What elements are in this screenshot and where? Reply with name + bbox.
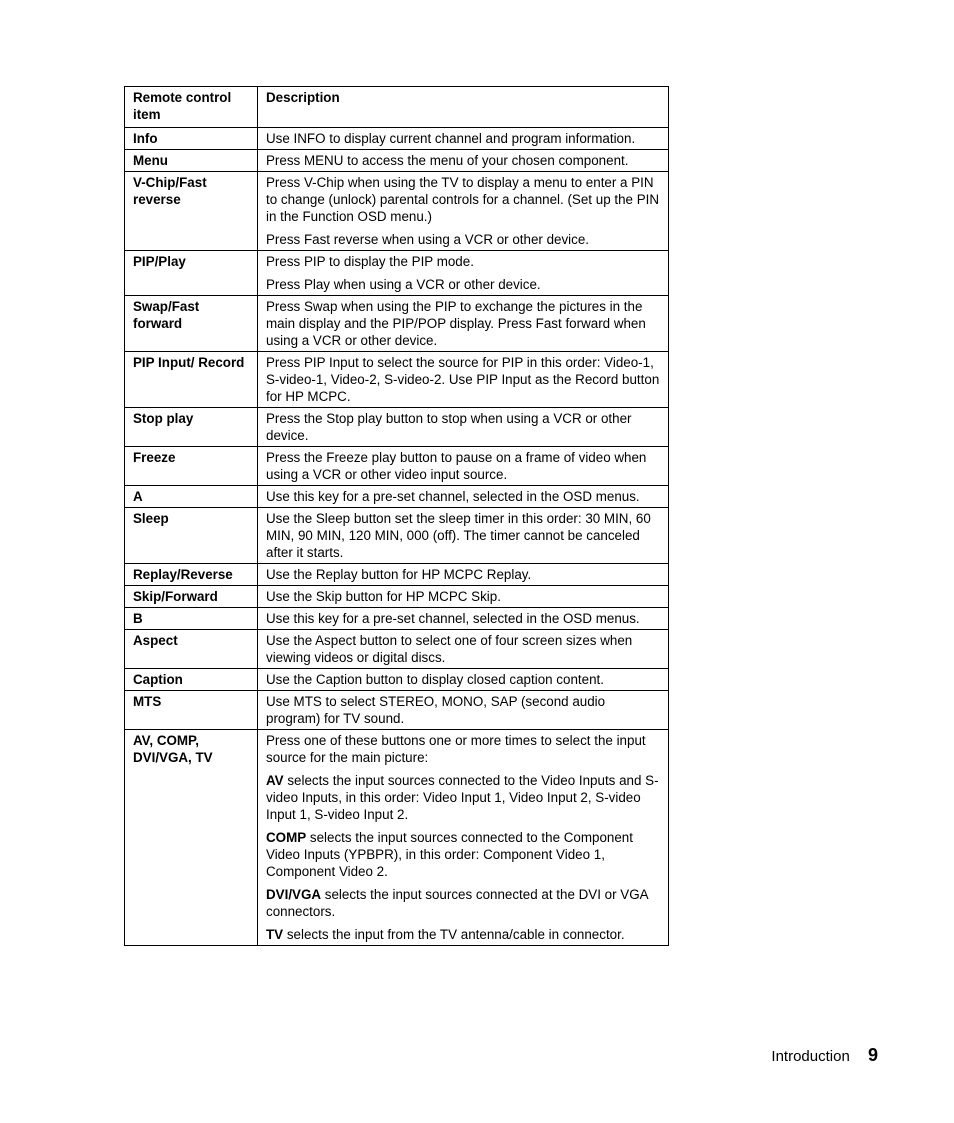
description-paragraph: Press PIP to display the PIP mode. xyxy=(266,254,474,269)
entry-term: TV xyxy=(266,927,284,942)
row-description xyxy=(258,408,669,447)
row-item: PIP/Play xyxy=(125,251,258,296)
description-paragraph: Use MTS to select STEREO, MONO, SAP (second audio program) for TV sound. xyxy=(266,694,606,726)
row-item: Freeze xyxy=(125,447,258,486)
table-row xyxy=(125,352,669,408)
description-entry xyxy=(266,886,660,920)
description-paragraph: Use INFO to display current channel and program information. xyxy=(266,131,636,146)
table-row xyxy=(125,608,669,630)
table-row xyxy=(125,447,669,486)
row-description xyxy=(258,172,669,251)
description-paragraph: Use the Aspect button to select one of four screen sizes when viewing videos or digital discs. xyxy=(266,633,633,665)
row-item: AV, COMP, DVI/VGA, TV xyxy=(125,730,258,946)
description-paragraph: Use this key for a pre-set channel, selected in the OSD menus. xyxy=(266,489,640,504)
table-row xyxy=(125,172,669,251)
description-paragraph: Press MENU to access the menu of your chosen component. xyxy=(266,153,629,168)
table-row xyxy=(125,691,669,730)
table-header-row xyxy=(125,87,669,128)
entry-term: DVI/VGA xyxy=(266,887,322,902)
table-row xyxy=(125,586,669,608)
entry-term: COMP xyxy=(266,830,307,845)
row-description xyxy=(258,564,669,586)
entry-text: selects the input sources connected to the Component Video Inputs (YPBPR), in this order: Component Video 1, Component Video 2. xyxy=(266,830,633,879)
entry-term: AV xyxy=(266,773,284,788)
description-paragraph: Use the Skip button for HP MCPC Skip. xyxy=(266,589,501,604)
table-row xyxy=(125,150,669,172)
row-description xyxy=(258,586,669,608)
row-description xyxy=(258,608,669,630)
row-description xyxy=(258,296,669,352)
row-item: Replay/Reverse xyxy=(125,564,258,586)
row-item: PIP Input/ Record xyxy=(125,352,258,408)
description-paragraph: Use the Sleep button set the sleep timer in this order: 30 MIN, 60 MIN, 90 MIN, 120 MIN, 000 (off). The timer cannot be canceled after it starts. xyxy=(266,511,651,560)
description-paragraph: Press Fast reverse when using a VCR or other device. xyxy=(266,232,590,247)
row-item: V-Chip/Fast reverse xyxy=(125,172,258,251)
description-paragraph: Press PIP Input to select the source for PIP in this order: Video-1, S-video-1, Video-2, S-video-2. Use PIP Input as the Record button for HP MCPC. xyxy=(266,355,660,404)
header-item: Remote control item xyxy=(125,87,258,128)
table-row-last xyxy=(125,730,669,946)
description-paragraph: Use the Caption button to display closed caption content. xyxy=(266,672,604,687)
description-paragraph: Use this key for a pre-set channel, selected in the OSD menus. xyxy=(266,611,640,626)
row-item: Menu xyxy=(125,150,258,172)
row-item: Swap/Fast forward xyxy=(125,296,258,352)
table-row xyxy=(125,564,669,586)
table-row xyxy=(125,486,669,508)
row-description xyxy=(258,150,669,172)
row-item: B xyxy=(125,608,258,630)
description-paragraph: Press Swap when using the PIP to exchange the pictures in the main display and the PIP/POP display. Press Fast forward when using a VCR or other device. xyxy=(266,299,646,348)
entry-text: selects the input sources connected to the Video Inputs and S-video Inputs, in this order: Video Input 1, Video Input 2, S-video Input 1, S-video Input 2. xyxy=(266,773,659,822)
table-row xyxy=(125,630,669,669)
entry-text: selects the input sources connected at the DVI or VGA connectors. xyxy=(266,887,648,919)
row-description xyxy=(258,508,669,564)
description-paragraph: Press the Freeze play button to pause on a frame of video when using a VCR or other video input source. xyxy=(266,450,647,482)
entry-text: selects the input from the TV antenna/cable in connector. xyxy=(283,927,625,942)
row-item: A xyxy=(125,486,258,508)
table-body xyxy=(125,128,669,946)
row-item: Caption xyxy=(125,669,258,691)
row-description xyxy=(258,691,669,730)
table-row xyxy=(125,128,669,150)
table-row xyxy=(125,669,669,691)
table-row xyxy=(125,508,669,564)
row-description xyxy=(258,669,669,691)
row-item: Stop play xyxy=(125,408,258,447)
row-description xyxy=(258,730,669,946)
page-footer xyxy=(771,1045,878,1066)
page-number: 9 xyxy=(867,1045,878,1065)
row-description xyxy=(258,486,669,508)
description-entry xyxy=(266,926,660,943)
row-description xyxy=(258,352,669,408)
row-description xyxy=(258,251,669,296)
row-item: Info xyxy=(125,128,258,150)
row-item: Sleep xyxy=(125,508,258,564)
description-paragraph: Press V-Chip when using the TV to display a menu to enter a PIN to change (unlock) parental controls for a channel. (Set up the PIN in the Function OSD menu.) xyxy=(266,175,660,224)
remote-control-table xyxy=(124,86,669,946)
table-row xyxy=(125,296,669,352)
description-entry xyxy=(266,829,660,880)
row-item: Aspect xyxy=(125,630,258,669)
row-description xyxy=(258,447,669,486)
row-item: MTS xyxy=(125,691,258,730)
section-name: Introduction xyxy=(771,1048,850,1065)
description-paragraph: Press the Stop play button to stop when using a VCR or other device. xyxy=(266,411,632,443)
row-description xyxy=(258,128,669,150)
description-paragraph: Use the Replay button for HP MCPC Replay. xyxy=(266,567,532,582)
description-entry xyxy=(266,772,660,823)
row-description xyxy=(258,630,669,669)
table-row xyxy=(125,408,669,447)
description-paragraph: Press Play when using a VCR or other device. xyxy=(266,277,541,292)
description-paragraph: Press one of these buttons one or more times to select the input source for the main picture: xyxy=(266,733,646,765)
row-item: Skip/Forward xyxy=(125,586,258,608)
header-description: Description xyxy=(258,87,669,128)
table-row xyxy=(125,251,669,296)
